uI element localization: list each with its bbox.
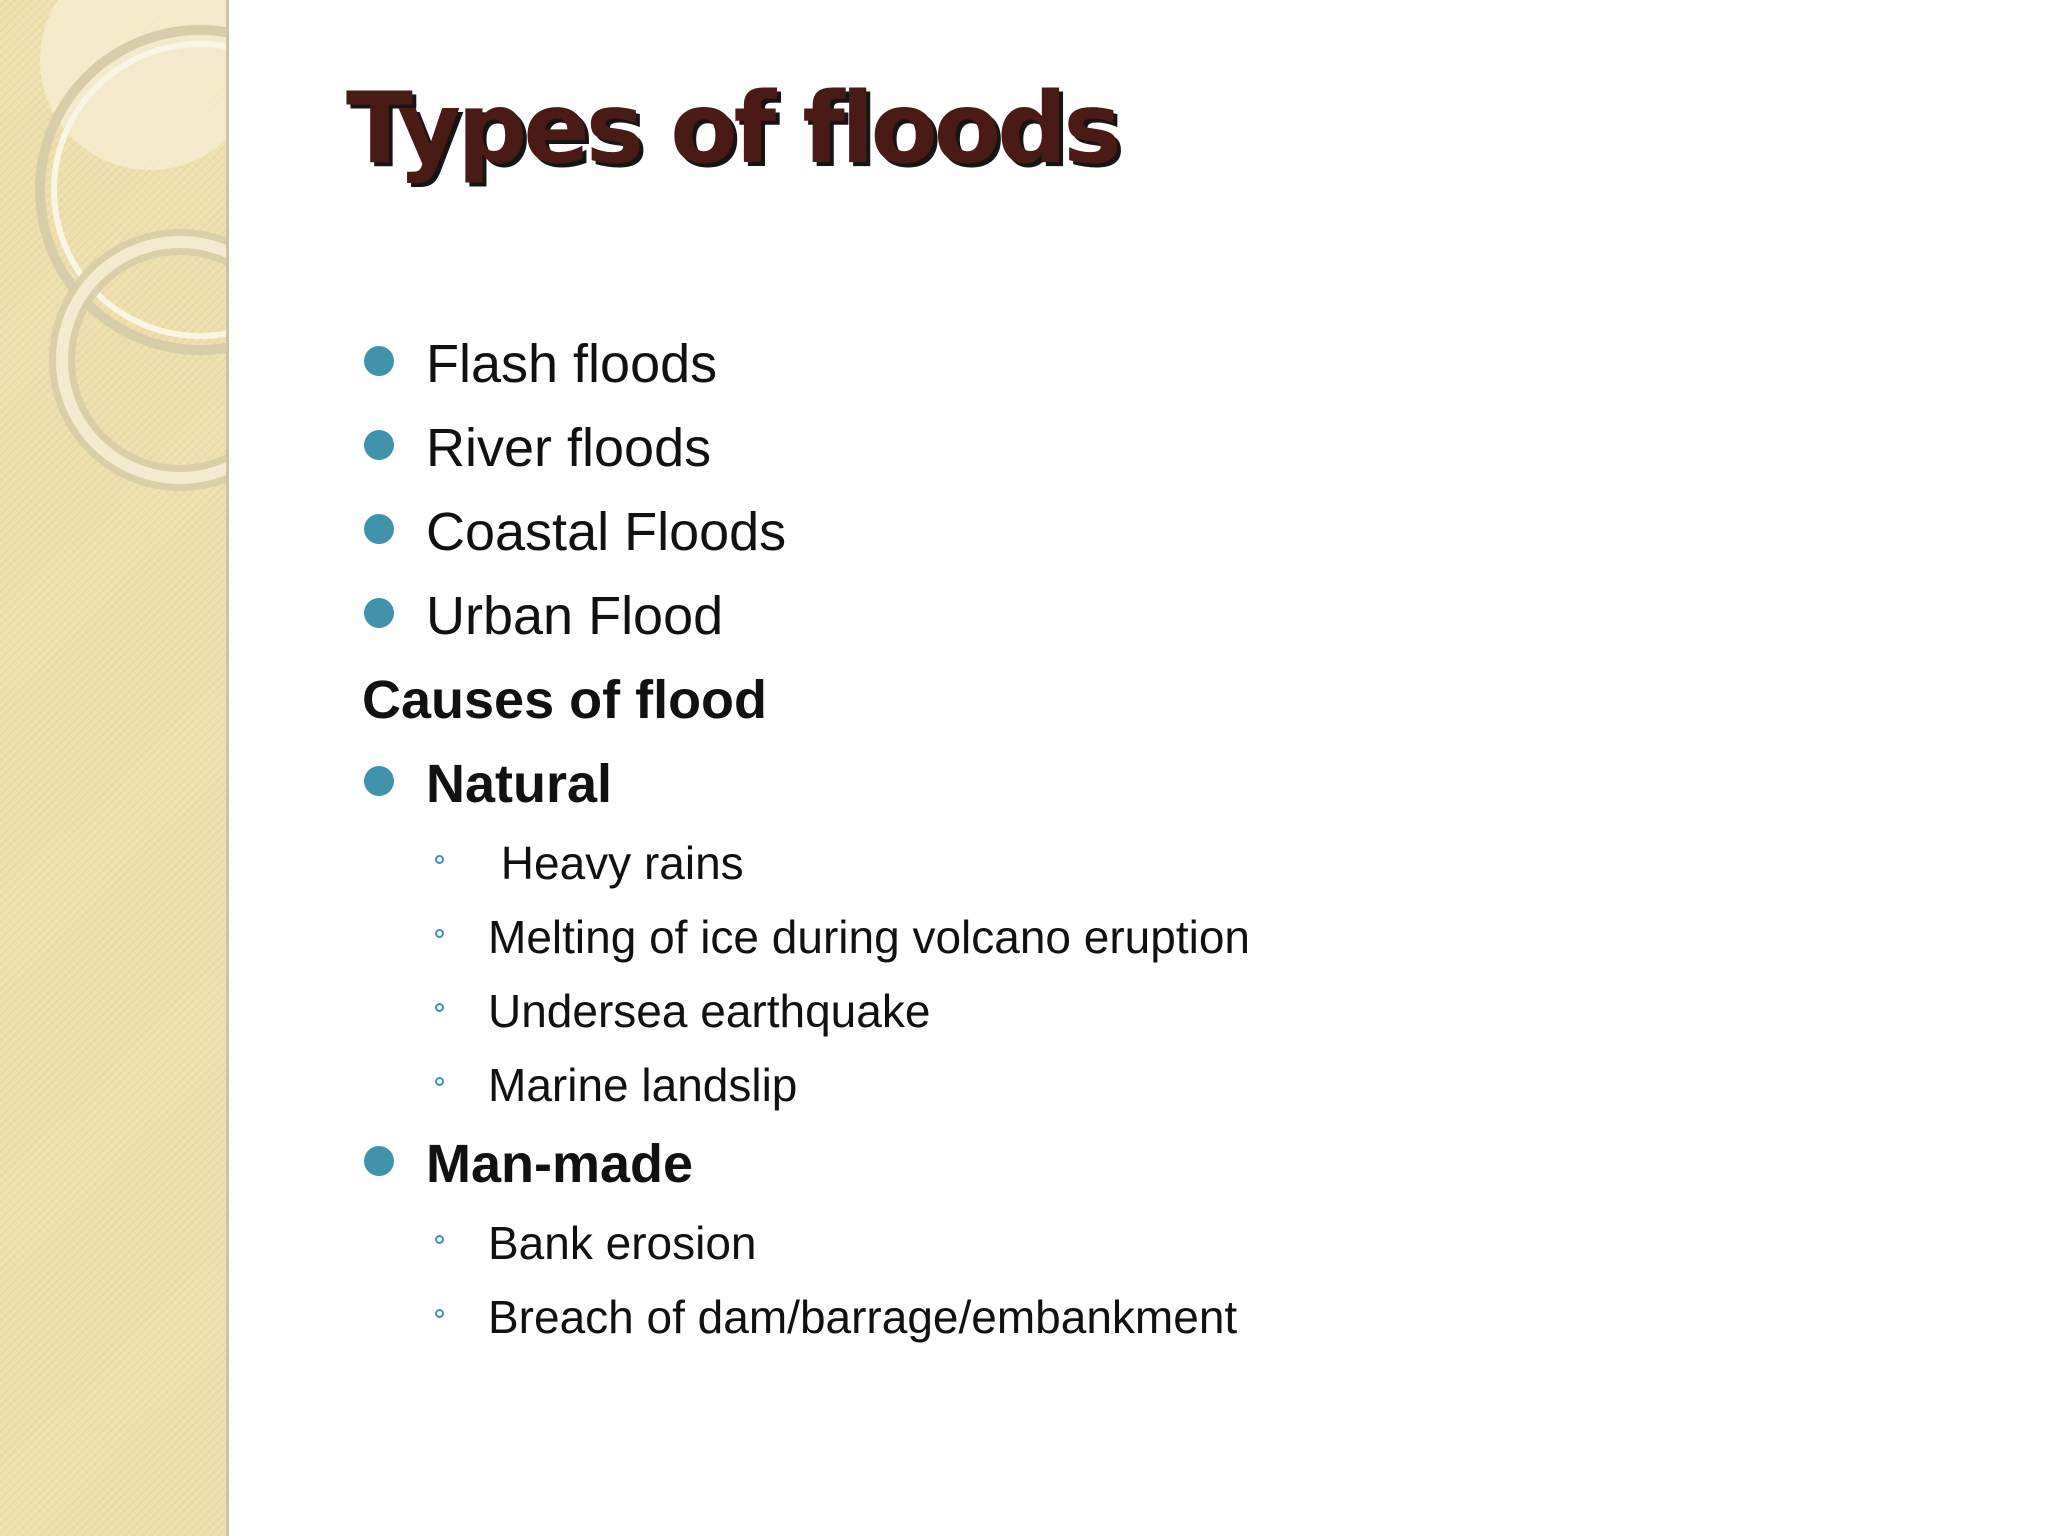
bullet-list bbox=[340, 322, 1840, 1354]
list-item-river-floods bbox=[340, 406, 1840, 490]
bullet-icon bbox=[364, 430, 394, 460]
list-item-label: Flash floods bbox=[426, 334, 718, 394]
bullet-icon bbox=[364, 514, 394, 544]
list-item-label: Natural bbox=[426, 754, 613, 814]
sub-item-label: Melting of ice during volcano eruption bbox=[488, 911, 1251, 963]
side-band-edge bbox=[226, 0, 229, 1536]
causes-heading: Causes of flood bbox=[362, 670, 768, 730]
list-item-label: Urban Flood bbox=[426, 586, 724, 646]
decorative-side-band bbox=[0, 0, 228, 1536]
sub-bullet-icon bbox=[435, 929, 444, 938]
bullet-icon bbox=[364, 1146, 394, 1176]
sub-item-label: Marine landslip bbox=[488, 1059, 798, 1111]
sub-item-bank-erosion bbox=[340, 1206, 1840, 1280]
sub-item-label: Bank erosion bbox=[488, 1217, 757, 1269]
sub-bullet-icon bbox=[435, 1309, 444, 1318]
bullet-icon bbox=[364, 766, 394, 796]
sub-item-undersea-earthquake bbox=[340, 974, 1840, 1048]
sub-bullet-icon bbox=[435, 1235, 444, 1244]
sub-item-marine-landslip bbox=[340, 1048, 1840, 1122]
list-item-urban-flood bbox=[340, 574, 1840, 658]
sub-item-breach-of-dam bbox=[340, 1280, 1840, 1354]
sub-item-label: Breach of dam/barrage/embankment bbox=[488, 1291, 1238, 1343]
list-item-label: Man-made bbox=[426, 1134, 694, 1194]
list-item-man-made bbox=[340, 1122, 1840, 1206]
sub-bullet-icon bbox=[435, 1003, 444, 1012]
slide-title: Types of floods bbox=[346, 72, 1118, 186]
bullet-icon bbox=[364, 346, 394, 376]
list-item-label: Coastal Floods bbox=[426, 502, 787, 562]
sub-item-melting-ice bbox=[340, 900, 1840, 974]
list-item-coastal-floods bbox=[340, 490, 1840, 574]
list-item-flash-floods bbox=[340, 322, 1840, 406]
sub-bullet-icon bbox=[435, 855, 444, 864]
sub-item-label: Heavy rains bbox=[488, 837, 744, 889]
decorative-circles bbox=[0, 0, 228, 1536]
list-item-label: River floods bbox=[426, 418, 712, 478]
sub-bullet-icon bbox=[435, 1077, 444, 1086]
bullet-icon bbox=[364, 598, 394, 628]
sub-item-label: Undersea earthquake bbox=[488, 985, 931, 1037]
list-item-natural bbox=[340, 742, 1840, 826]
sub-item-heavy-rains bbox=[340, 826, 1840, 900]
